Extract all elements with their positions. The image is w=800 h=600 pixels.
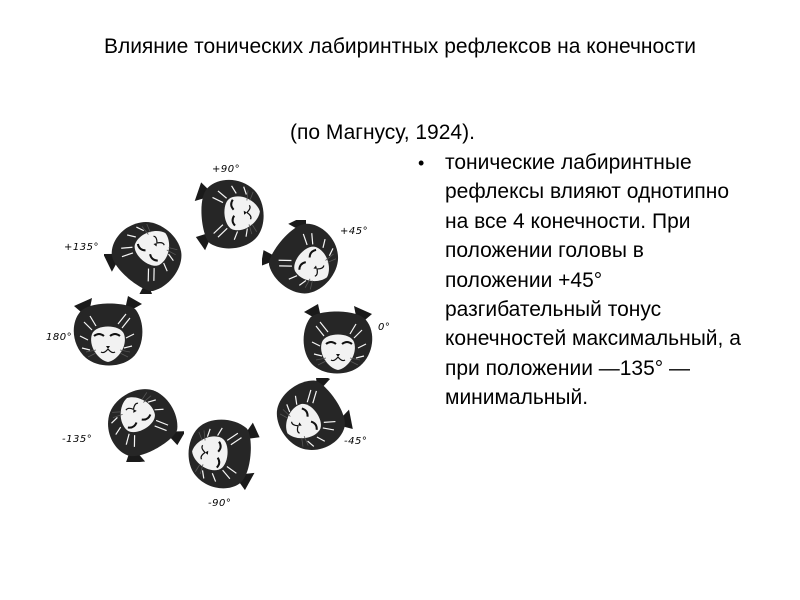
cat-head-icon	[104, 218, 188, 294]
slide-title: Влияние тонических лабиринтных рефлексов на конечности	[103, 35, 697, 58]
bullet-text: тонические лабиринтные рефлексы влияют однотипно на все 4 конечности. При положении головы в положении +45° разгибательный тонус конечностей максимальный, а при положении —135° — минимальный.	[445, 151, 741, 410]
cat-head-icon	[296, 302, 380, 378]
cat-head-icon	[262, 220, 346, 296]
label-minus-135: -135°	[62, 434, 93, 445]
label-minus-45: -45°	[344, 436, 368, 447]
slide-subtitle: (по Магнусу, 1924).	[290, 121, 475, 144]
label-plus-45: +45°	[340, 226, 369, 237]
label-plus-135: +135°	[64, 242, 99, 253]
bullet-marker: •	[418, 153, 425, 173]
label-minus-90: -90°	[208, 498, 232, 509]
bullet-list	[418, 148, 748, 413]
cat-head-icon	[180, 416, 264, 492]
label-zero: 0°	[378, 322, 391, 333]
cat-head-icon	[66, 294, 150, 370]
cat-head-icon	[270, 378, 354, 454]
magnus-figure	[0, 148, 410, 528]
bullet-item	[418, 148, 748, 413]
cat-head-icon	[100, 386, 184, 462]
label-plus-90: +90°	[212, 164, 241, 175]
cat-head-icon	[188, 176, 272, 252]
label-180: 180°	[46, 332, 73, 343]
